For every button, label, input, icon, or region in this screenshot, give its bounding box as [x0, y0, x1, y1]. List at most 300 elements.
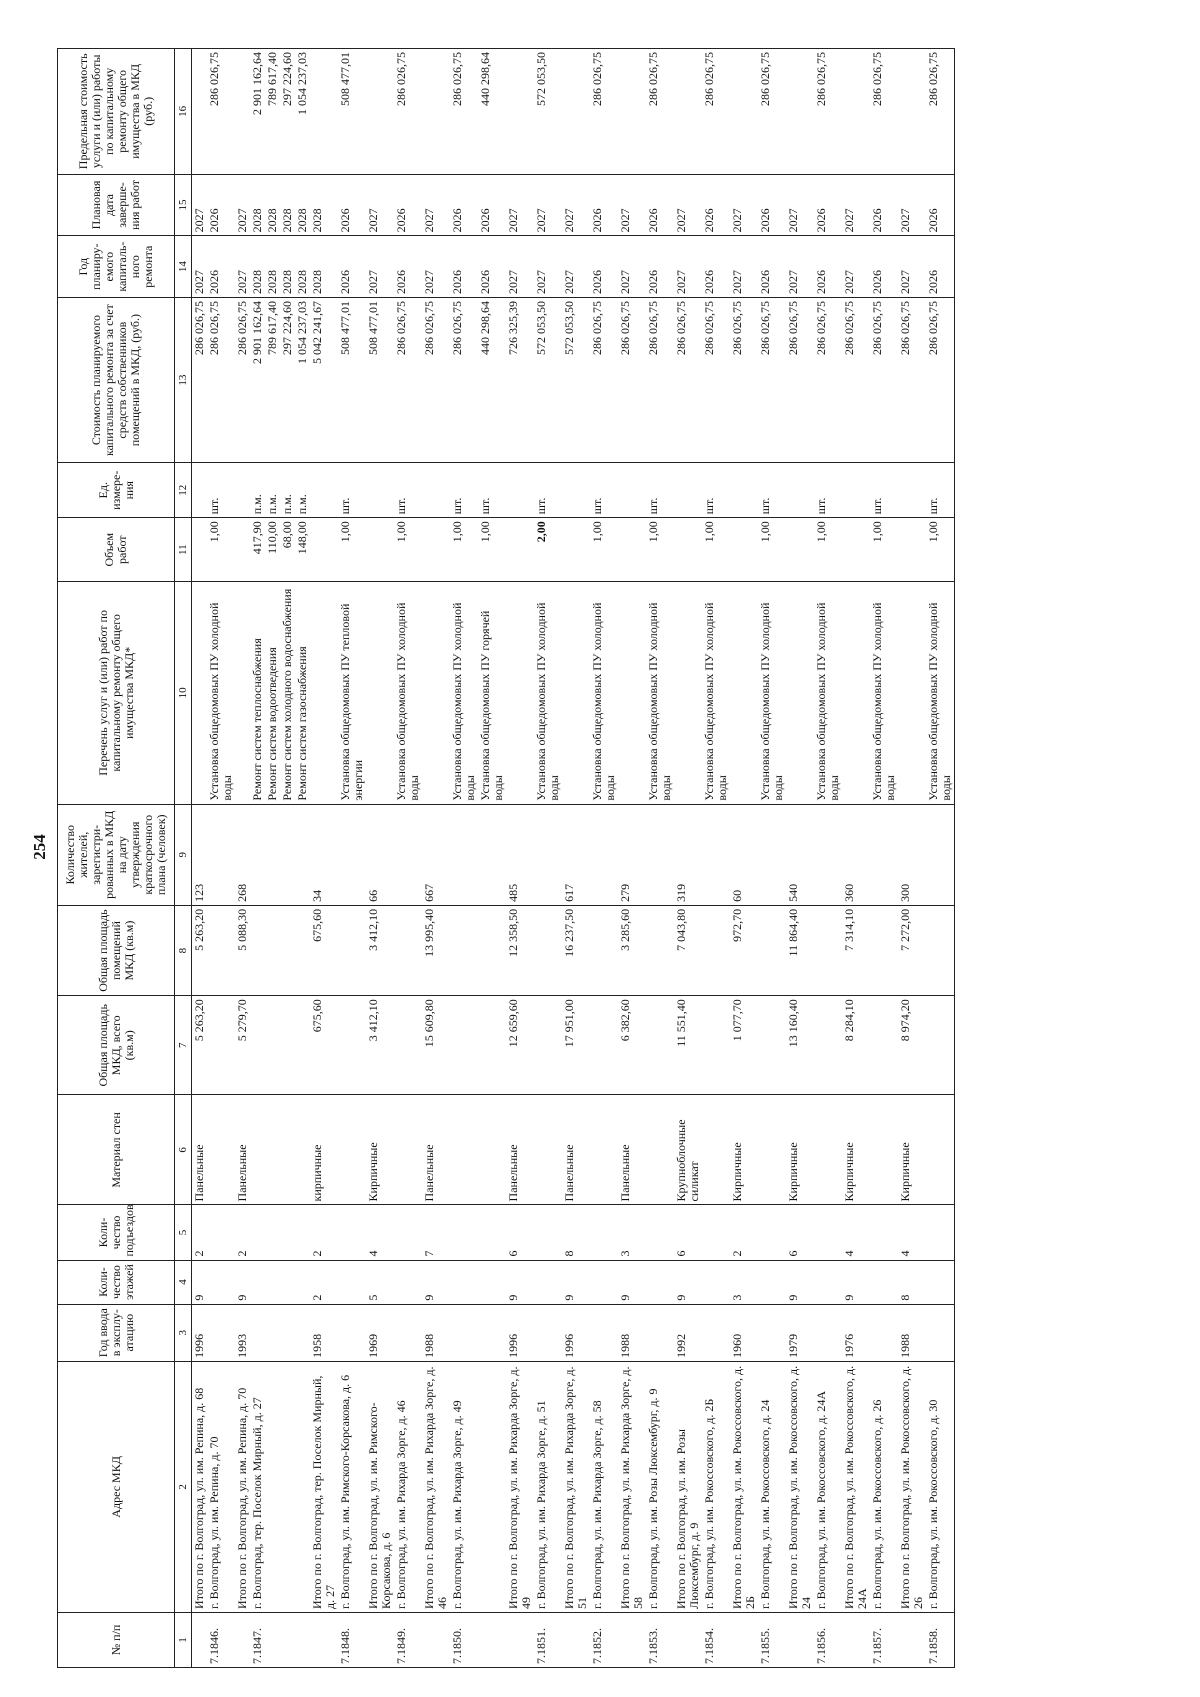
cell-col-13: 286 026,75 [926, 298, 955, 463]
cell-col-5 [590, 1205, 618, 1260]
cell-col-3 [250, 1304, 265, 1361]
work-row [478, 49, 506, 1668]
cell-col-16: 286 026,75 [646, 49, 674, 175]
total-row [730, 49, 758, 1668]
cell-col-9: 319 [674, 804, 702, 905]
cell-col-6: Панельные [562, 1095, 590, 1205]
cell-col-15: 2028 [310, 174, 338, 236]
cell-col-4 [926, 1260, 955, 1304]
cell-col-7 [646, 996, 674, 1095]
cell-col-15: 2027 [730, 174, 758, 236]
cell-col-4 [758, 1260, 786, 1304]
cell-col-11: 110,00 [265, 518, 280, 582]
cell-col-3 [280, 1304, 295, 1361]
cell-col-2: г. Волгоград, ул. им. Рокоссовского, д. 2Б [702, 1361, 730, 1612]
column-header-8: Общая площадь помещений МКД (кв.м) [58, 905, 175, 995]
cell-col-6: кирпичные [310, 1095, 338, 1205]
column-header-3: Год ввода в эксплу-атацию [58, 1304, 175, 1361]
cell-col-13: 286 026,75 [618, 298, 646, 463]
cell-col-14: 2027 [235, 236, 250, 298]
cell-col-6 [646, 1095, 674, 1205]
cell-col-8: 3 285,60 [618, 905, 646, 995]
cell-col-7: 17 951,00 [562, 996, 590, 1095]
cell-col-10: Установка общедомовых ПУ холодной воды [450, 582, 478, 804]
column-header-2: Адрес МКД [58, 1361, 175, 1612]
cell-col-7 [590, 996, 618, 1095]
cell-col-13: 286 026,75 [842, 298, 870, 463]
cell-col-1 [366, 1612, 394, 1667]
cell-col-7 [265, 996, 280, 1095]
table-row [534, 49, 562, 1668]
cell-col-5: 6 [674, 1205, 702, 1260]
cell-col-9 [280, 804, 295, 905]
cell-col-16 [366, 49, 394, 175]
cell-col-1: 7.1850. [450, 1612, 478, 1667]
cell-col-15: 2027 [422, 174, 450, 236]
cell-col-6 [295, 1095, 310, 1205]
cell-col-1: 7.1854. [702, 1612, 730, 1667]
cell-col-6 [250, 1095, 265, 1205]
cell-col-13: 286 026,75 [207, 298, 235, 463]
cell-col-15: 2026 [814, 174, 842, 236]
cell-col-14: 2026 [450, 236, 478, 298]
cell-col-2: г. Волгоград, ул. им. Рокоссовского, д. 26 [870, 1361, 898, 1612]
cell-col-5: 3 [618, 1205, 646, 1260]
cell-col-2 [295, 1361, 310, 1612]
cell-col-4: 9 [235, 1260, 250, 1304]
cell-col-7 [450, 996, 478, 1095]
cell-col-15: 2027 [618, 174, 646, 236]
cell-col-3 [207, 1304, 235, 1361]
cell-col-2: г. Волгоград, ул. им. Рихарда Зорге, д. 46 [394, 1361, 422, 1612]
column-number-7: 7 [175, 996, 192, 1095]
cell-col-13: 286 026,75 [590, 298, 618, 463]
cell-col-4: 9 [422, 1260, 450, 1304]
cell-col-1 [478, 1612, 506, 1667]
total-row [366, 49, 394, 1668]
cell-col-3 [814, 1304, 842, 1361]
cell-col-12: п.м. [295, 463, 310, 518]
cell-col-6 [280, 1095, 295, 1205]
cell-col-11 [562, 518, 590, 582]
cell-col-3 [265, 1304, 280, 1361]
cell-col-2 [265, 1361, 280, 1612]
cell-col-10 [562, 582, 590, 804]
column-header-15: Плановая дата заверше-ния работ [58, 174, 175, 236]
cell-col-1 [786, 1612, 814, 1667]
cell-col-2: Итого по г. Волгоград, ул. им. Рокоссовского, д. 26 [898, 1361, 926, 1612]
cell-col-10: Установка общедомовых ПУ холодной воды [207, 582, 235, 804]
cell-col-6: Кирпичные [366, 1095, 394, 1205]
cell-col-14: 2027 [534, 236, 562, 298]
cell-col-15: 2028 [265, 174, 280, 236]
cell-col-2: Итого по г. Волгоград, ул. им. Репина, д. 68 [192, 1361, 208, 1612]
cell-col-14: 2026 [394, 236, 422, 298]
cell-col-1: 7.1858. [926, 1612, 955, 1667]
cell-col-11: 1,00 [758, 518, 786, 582]
table-row [646, 49, 674, 1668]
cell-col-15: 2027 [562, 174, 590, 236]
cell-col-1 [192, 1612, 208, 1667]
column-number-2: 2 [175, 1361, 192, 1612]
cell-col-11 [898, 518, 926, 582]
cell-col-6: Крупноблочные силикат [674, 1095, 702, 1205]
cell-col-3 [295, 1304, 310, 1361]
column-header-13: Стоимость планируемого капитального ремонта за счет средств собственников помещений в МКД, (руб.) [58, 298, 175, 463]
table-row [590, 49, 618, 1668]
cell-col-16 [422, 49, 450, 175]
cell-col-9 [478, 804, 506, 905]
column-number-13: 13 [175, 298, 192, 463]
cell-col-14: 2027 [506, 236, 534, 298]
cell-col-9: 34 [310, 804, 338, 905]
column-number-4: 4 [175, 1260, 192, 1304]
cell-col-7 [295, 996, 310, 1095]
cell-col-10 [674, 582, 702, 804]
cell-col-10: Ремонт систем холодного водоснабжения [280, 582, 295, 804]
cell-col-15: 2026 [590, 174, 618, 236]
cell-col-9: 66 [366, 804, 394, 905]
cell-col-13: 572 053,50 [534, 298, 562, 463]
cell-col-10: Установка общедомовых ПУ горячей воды [478, 582, 506, 804]
cell-col-8 [870, 905, 898, 995]
cell-col-13: 440 298,64 [478, 298, 506, 463]
cell-col-7: 1 077,70 [730, 996, 758, 1095]
cell-col-14: 2026 [590, 236, 618, 298]
cell-col-12 [422, 463, 450, 518]
cell-col-1: 7.1852. [590, 1612, 618, 1667]
cell-col-9: 279 [618, 804, 646, 905]
cell-col-11: 1,00 [590, 518, 618, 582]
cell-col-14: 2028 [265, 236, 280, 298]
cell-col-14: 2027 [898, 236, 926, 298]
cell-col-10: Установка общедомовых ПУ холодной воды [870, 582, 898, 804]
cell-col-15: 2027 [842, 174, 870, 236]
cell-col-7 [814, 996, 842, 1095]
cell-col-9: 268 [235, 804, 250, 905]
cell-col-6: Кирпичные [786, 1095, 814, 1205]
cell-col-5 [250, 1205, 265, 1260]
cell-col-5: 4 [842, 1205, 870, 1260]
cell-col-12 [674, 463, 702, 518]
cell-col-12: шт. [394, 463, 422, 518]
table-row [450, 49, 478, 1668]
cell-col-1: 7.1851. [534, 1612, 562, 1667]
column-number-14: 14 [175, 236, 192, 298]
cell-col-10 [898, 582, 926, 804]
cell-col-5 [280, 1205, 295, 1260]
cell-col-11: 1,00 [338, 518, 366, 582]
cell-col-2: Итого по г. Волгоград, ул. им. Рихарда Зорге, д. 46 [422, 1361, 450, 1612]
cell-col-4 [590, 1260, 618, 1304]
cell-col-10 [235, 582, 250, 804]
cell-col-3: 1996 [562, 1304, 590, 1361]
cell-col-3 [394, 1304, 422, 1361]
cell-col-16: 286 026,75 [702, 49, 730, 175]
cell-col-14: 2027 [730, 236, 758, 298]
cell-col-8 [250, 905, 265, 995]
cell-col-8 [646, 905, 674, 995]
cell-col-14: 2027 [842, 236, 870, 298]
cell-col-11 [618, 518, 646, 582]
cell-col-4: 5 [366, 1260, 394, 1304]
cell-col-13: 572 053,50 [562, 298, 590, 463]
cell-col-7 [338, 996, 366, 1095]
cell-col-9 [870, 804, 898, 905]
table-row [394, 49, 422, 1668]
cell-col-14: 2026 [814, 236, 842, 298]
cell-col-8 [450, 905, 478, 995]
cell-col-2: Итого по г. Волгоград, тер. Поселок Мирный, д. 27 [310, 1361, 338, 1612]
cell-col-3: 1979 [786, 1304, 814, 1361]
cell-col-16: 440 298,64 [478, 49, 506, 175]
cell-col-15: 2027 [506, 174, 534, 236]
column-number-5: 5 [175, 1205, 192, 1260]
cell-col-16 [235, 49, 250, 175]
cell-col-15: 2027 [534, 174, 562, 236]
cell-col-6: Кирпичные [730, 1095, 758, 1205]
cell-col-7 [250, 996, 265, 1095]
column-header-10: Перечень услуг и (или) работ по капитальному ремонту общего имущества МКД* [58, 582, 175, 804]
cell-col-13: 2 901 162,64 [250, 298, 265, 463]
cell-col-7: 675,60 [310, 996, 338, 1095]
cell-col-1 [618, 1612, 646, 1667]
table-body [192, 49, 955, 1668]
cell-col-4: 9 [786, 1260, 814, 1304]
cell-col-2: г. Волгоград, ул. им. Рихарда Зорге, д. 49 [450, 1361, 478, 1612]
cell-col-6 [870, 1095, 898, 1205]
cell-col-10: Установка общедомовых ПУ холодной воды [646, 582, 674, 804]
cell-col-14: 2028 [250, 236, 265, 298]
cell-col-2: Итого по г. Волгоград, ул. им. Рокоссовского, д. 24А [842, 1361, 870, 1612]
cell-col-4 [870, 1260, 898, 1304]
cell-col-4 [478, 1260, 506, 1304]
cell-col-5 [265, 1205, 280, 1260]
cell-col-2: Итого по г. Волгоград, ул. им. Розы Люксембург, д. 9 [674, 1361, 702, 1612]
cell-col-15: 2027 [898, 174, 926, 236]
cell-col-9 [265, 804, 280, 905]
cell-col-12 [506, 463, 534, 518]
cell-col-5: 4 [366, 1205, 394, 1260]
cell-col-3 [758, 1304, 786, 1361]
column-number-12: 12 [175, 463, 192, 518]
cell-col-10 [422, 582, 450, 804]
work-row [295, 49, 310, 1668]
cell-col-15: 2027 [786, 174, 814, 236]
cell-col-2: Итого по г. Волгоград, ул. им. Римского-Корсакова, д. 6 [366, 1361, 394, 1612]
cell-col-16: 2 901 162,64 [250, 49, 265, 175]
cell-col-6 [814, 1095, 842, 1205]
cell-col-11 [235, 518, 250, 582]
cell-col-6: Панельные [192, 1095, 208, 1205]
cell-col-3 [534, 1304, 562, 1361]
cell-col-5 [295, 1205, 310, 1260]
cell-col-13: 286 026,75 [870, 298, 898, 463]
cell-col-15: 2026 [870, 174, 898, 236]
cell-col-6 [338, 1095, 366, 1205]
cell-col-6: Кирпичные [898, 1095, 926, 1205]
cell-col-2: г. Волгоград, ул. им. Римского-Корсакова, д. 6 [338, 1361, 366, 1612]
cell-col-13: 286 026,75 [192, 298, 208, 463]
cell-col-11 [192, 518, 208, 582]
cell-col-3 [590, 1304, 618, 1361]
cell-col-6: Панельные [235, 1095, 250, 1205]
cell-col-7: 8 974,20 [898, 996, 926, 1095]
cell-col-15: 2027 [674, 174, 702, 236]
cell-col-7: 11 551,40 [674, 996, 702, 1095]
cell-col-11: 1,00 [478, 518, 506, 582]
cell-col-6: Панельные [506, 1095, 534, 1205]
cell-col-15: 2026 [394, 174, 422, 236]
column-number-6: 6 [175, 1095, 192, 1205]
cell-col-9 [758, 804, 786, 905]
cell-col-13: 726 325,39 [506, 298, 534, 463]
cell-col-11: 417,90 [250, 518, 265, 582]
cell-col-14: 2026 [870, 236, 898, 298]
cell-col-13: 286 026,75 [450, 298, 478, 463]
cell-col-16: 1 054 237,03 [295, 49, 310, 175]
cell-col-3: 1969 [366, 1304, 394, 1361]
cell-col-15: 2027 [192, 174, 208, 236]
cell-col-8 [590, 905, 618, 995]
cell-col-13: 286 026,75 [702, 298, 730, 463]
cell-col-9: 540 [786, 804, 814, 905]
total-row [506, 49, 534, 1668]
cell-col-8: 972,70 [730, 905, 758, 995]
cell-col-14: 2027 [618, 236, 646, 298]
cell-col-1 [898, 1612, 926, 1667]
cell-col-7 [702, 996, 730, 1095]
cell-col-11 [366, 518, 394, 582]
total-row [192, 49, 208, 1668]
cell-col-1 [562, 1612, 590, 1667]
cell-col-12 [192, 463, 208, 518]
work-row [280, 49, 295, 1668]
cell-col-12 [786, 463, 814, 518]
cell-col-11 [506, 518, 534, 582]
column-number-11: 11 [175, 518, 192, 582]
cell-col-2: Итого по г. Волгоград, ул. им. Рокоссовского, д. 24 [786, 1361, 814, 1612]
cell-col-2 [478, 1361, 506, 1612]
cell-col-6: Кирпичные [842, 1095, 870, 1205]
cell-col-7 [478, 996, 506, 1095]
cell-col-2: г. Волгоград, ул. им. Розы Люксембург, д. 9 [646, 1361, 674, 1612]
cell-col-6 [478, 1095, 506, 1205]
cell-col-9: 360 [842, 804, 870, 905]
cell-col-16: 286 026,75 [814, 49, 842, 175]
cell-col-11 [842, 518, 870, 582]
cell-col-16: 286 026,75 [450, 49, 478, 175]
cell-col-16 [842, 49, 870, 175]
cell-col-7: 3 412,10 [366, 996, 394, 1095]
column-header-12: Ед. измере-ния [58, 463, 175, 518]
cell-col-10 [506, 582, 534, 804]
cell-col-9: 667 [422, 804, 450, 905]
cell-col-16 [506, 49, 534, 175]
cell-col-9: 617 [562, 804, 590, 905]
cell-col-3 [702, 1304, 730, 1361]
cell-col-15: 2027 [235, 174, 250, 236]
cell-col-10: Установка общедомовых ПУ холодной воды [394, 582, 422, 804]
cell-col-12: шт. [702, 463, 730, 518]
cell-col-13: 286 026,75 [786, 298, 814, 463]
cell-col-2 [280, 1361, 295, 1612]
cell-col-16: 286 026,75 [394, 49, 422, 175]
cell-col-13: 286 026,75 [235, 298, 250, 463]
cell-col-5: 2 [192, 1205, 208, 1260]
cell-col-16: 286 026,75 [926, 49, 955, 175]
cell-col-8: 11 864,40 [786, 905, 814, 995]
cell-col-11 [422, 518, 450, 582]
column-header-11: Объем работ [58, 518, 175, 582]
cell-col-12: шт. [478, 463, 506, 518]
cell-col-16: 789 617,40 [265, 49, 280, 175]
cell-col-15: 2028 [250, 174, 265, 236]
cell-col-10 [842, 582, 870, 804]
table-row [814, 49, 842, 1668]
cell-col-1 [506, 1612, 534, 1667]
cell-col-13: 286 026,75 [758, 298, 786, 463]
cell-col-14: 2028 [295, 236, 310, 298]
cell-col-9 [338, 804, 366, 905]
cell-col-15: 2026 [450, 174, 478, 236]
cell-col-8: 675,60 [310, 905, 338, 995]
cell-col-12: шт. [450, 463, 478, 518]
cell-col-9: 300 [898, 804, 926, 905]
cell-col-3: 1993 [235, 1304, 250, 1361]
cell-col-7 [534, 996, 562, 1095]
cell-col-9 [450, 804, 478, 905]
cell-col-3: 1960 [730, 1304, 758, 1361]
cell-col-8 [207, 905, 235, 995]
cell-col-1 [730, 1612, 758, 1667]
cell-col-12 [898, 463, 926, 518]
cell-col-1: 7.1846. [207, 1612, 235, 1667]
cell-col-3 [478, 1304, 506, 1361]
column-header-16: Предельная стоимость услуги и (или) работы по капитальному ремонту общего имущества в МКД (руб.) [58, 49, 175, 175]
column-number-10: 10 [175, 582, 192, 804]
cell-col-9: 123 [192, 804, 208, 905]
column-header-1: № п/п [58, 1612, 175, 1667]
cell-col-7: 6 382,60 [618, 996, 646, 1095]
cell-col-16 [310, 49, 338, 175]
cell-col-14: 2026 [478, 236, 506, 298]
cell-col-1 [310, 1612, 338, 1667]
cell-col-5 [338, 1205, 366, 1260]
cell-col-8: 13 995,40 [422, 905, 450, 995]
cell-col-4 [814, 1260, 842, 1304]
cell-col-2: Итого по г. Волгоград, ул. им. Репина, д. 70 [235, 1361, 250, 1612]
cell-col-9: 485 [506, 804, 534, 905]
cell-col-5 [870, 1205, 898, 1260]
cell-col-7 [758, 996, 786, 1095]
cell-col-9 [702, 804, 730, 905]
cell-col-11: 1,00 [870, 518, 898, 582]
cell-col-7 [926, 996, 955, 1095]
cell-col-11 [786, 518, 814, 582]
cell-col-14: 2027 [366, 236, 394, 298]
cell-col-8 [280, 905, 295, 995]
cell-col-12: шт. [814, 463, 842, 518]
column-header-9: Количество жителей, зарегистри-рованных в МКД на дату утверждения краткосрочного плана (человек) [58, 804, 175, 905]
total-row [618, 49, 646, 1668]
cell-col-12 [618, 463, 646, 518]
cell-col-4 [295, 1260, 310, 1304]
cell-col-16 [192, 49, 208, 175]
cell-col-8 [265, 905, 280, 995]
cell-col-12: шт. [207, 463, 235, 518]
cell-col-15: 2028 [280, 174, 295, 236]
